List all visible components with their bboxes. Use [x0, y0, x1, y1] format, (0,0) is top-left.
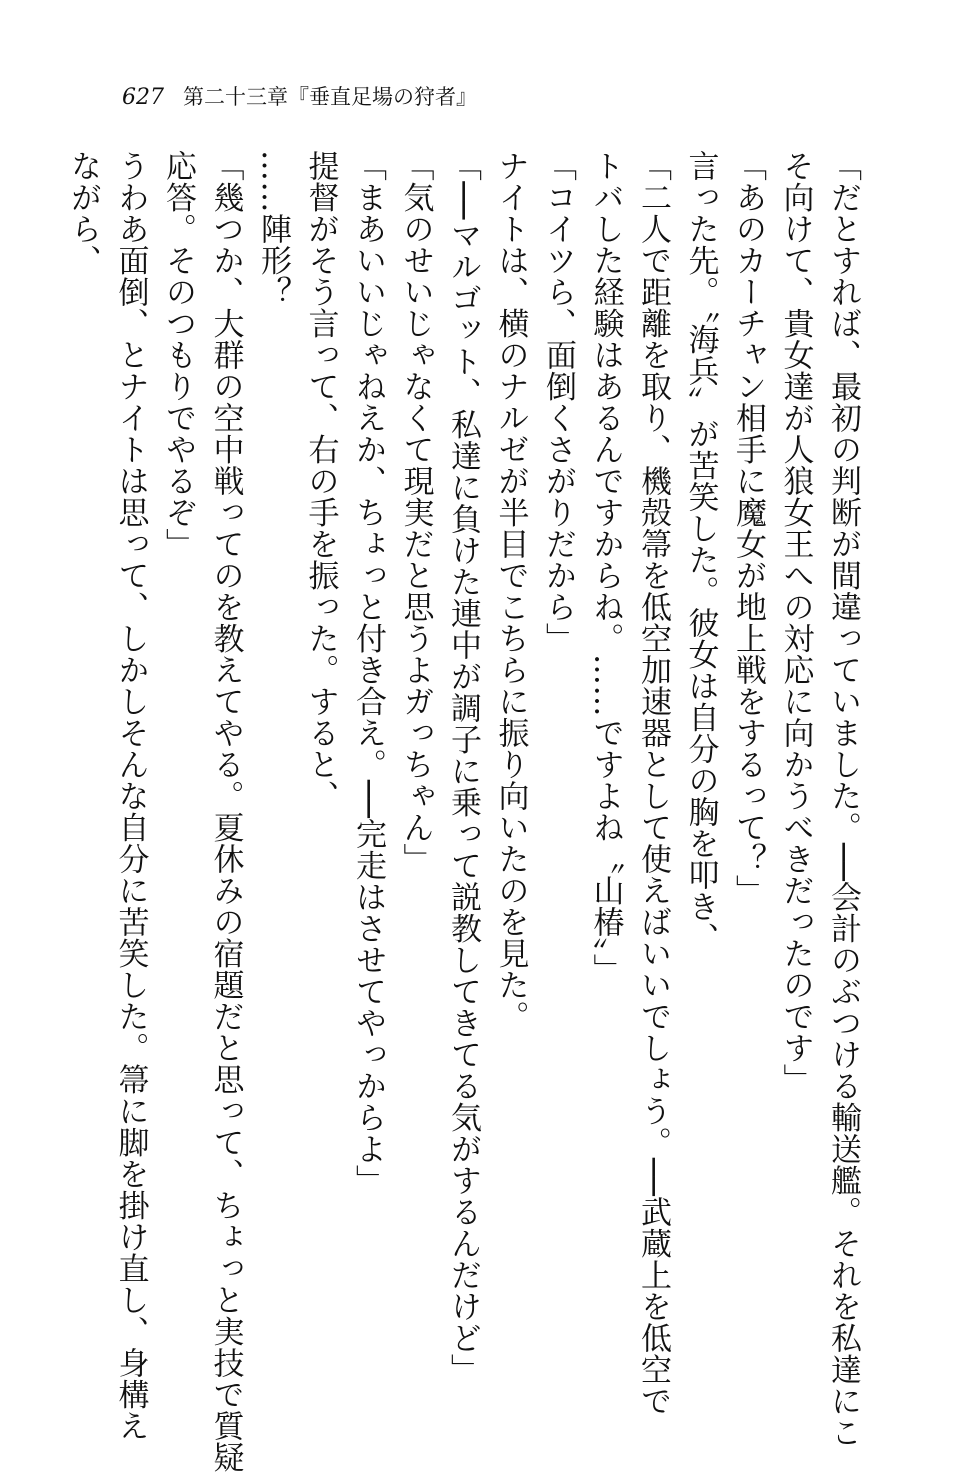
text-line: 言った先。〝海兵〟が苦笑した。彼女は自分の胸を叩き、 [682, 150, 719, 954]
page-number: 627 [122, 85, 164, 110]
chapter-title: 第二十三章『垂直足場の狩者』 [183, 85, 477, 109]
text-line: 「幾つか、大群の空中戦ってのを教えてやる。夏休みの宿題だと思って、ちょっと実技で質疑 [207, 150, 244, 1473]
text-line: 「あのカーチャン相手に魔女が地上戦をするって？」 [730, 150, 766, 906]
text-line: 「二人で距離を取り、機殻箒を低空加速器として使えばいいでしょう。──武蔵上を低空で [635, 150, 671, 1417]
text-line: 「──マルゴット、私達に負けた連中が調子に乗って説教してきてる気がするんだけど」 [445, 150, 481, 1386]
text-line: 「まあいいじゃねえか、ちょっと付き合え。──完走はさせてやっからよ」 [350, 150, 386, 1197]
text-line: 「気のせいじゃなくて現実だと思うよガっちゃん」 [397, 150, 434, 875]
text-line: ながら、 [65, 150, 101, 276]
text-line: トバした経験はあるんですからね。……ですよね〝山椿〟」 [587, 150, 624, 985]
text-line: 「だとすれば、最初の判断が間違っていました。──会計のぶつける輸送艦。それを私達にこ [825, 150, 861, 1449]
body-text [65, 150, 866, 1473]
text-line: ナイトは、横のナルゼが半目でこちらに振り向いたのを見た。 [492, 150, 529, 1032]
text-line: うわあ面倒、とナイトは思って、しかしそんな自分に苦笑した。箒に脚を掛け直し、身構え [112, 150, 149, 1442]
text-line: ……陣形？ [255, 150, 291, 308]
text-line: 提督がそう言って、右の手を振った。すると、 [302, 150, 339, 812]
text-line: 応答。そのつもりでやるぞ」 [160, 150, 196, 560]
running-head [122, 84, 477, 111]
text-line: 「コイツら、面倒くさがりだから」 [540, 150, 576, 654]
text-line: そ向けて、貴女達が人狼女王への対応に向かうべきだったのです」 [777, 150, 814, 1095]
